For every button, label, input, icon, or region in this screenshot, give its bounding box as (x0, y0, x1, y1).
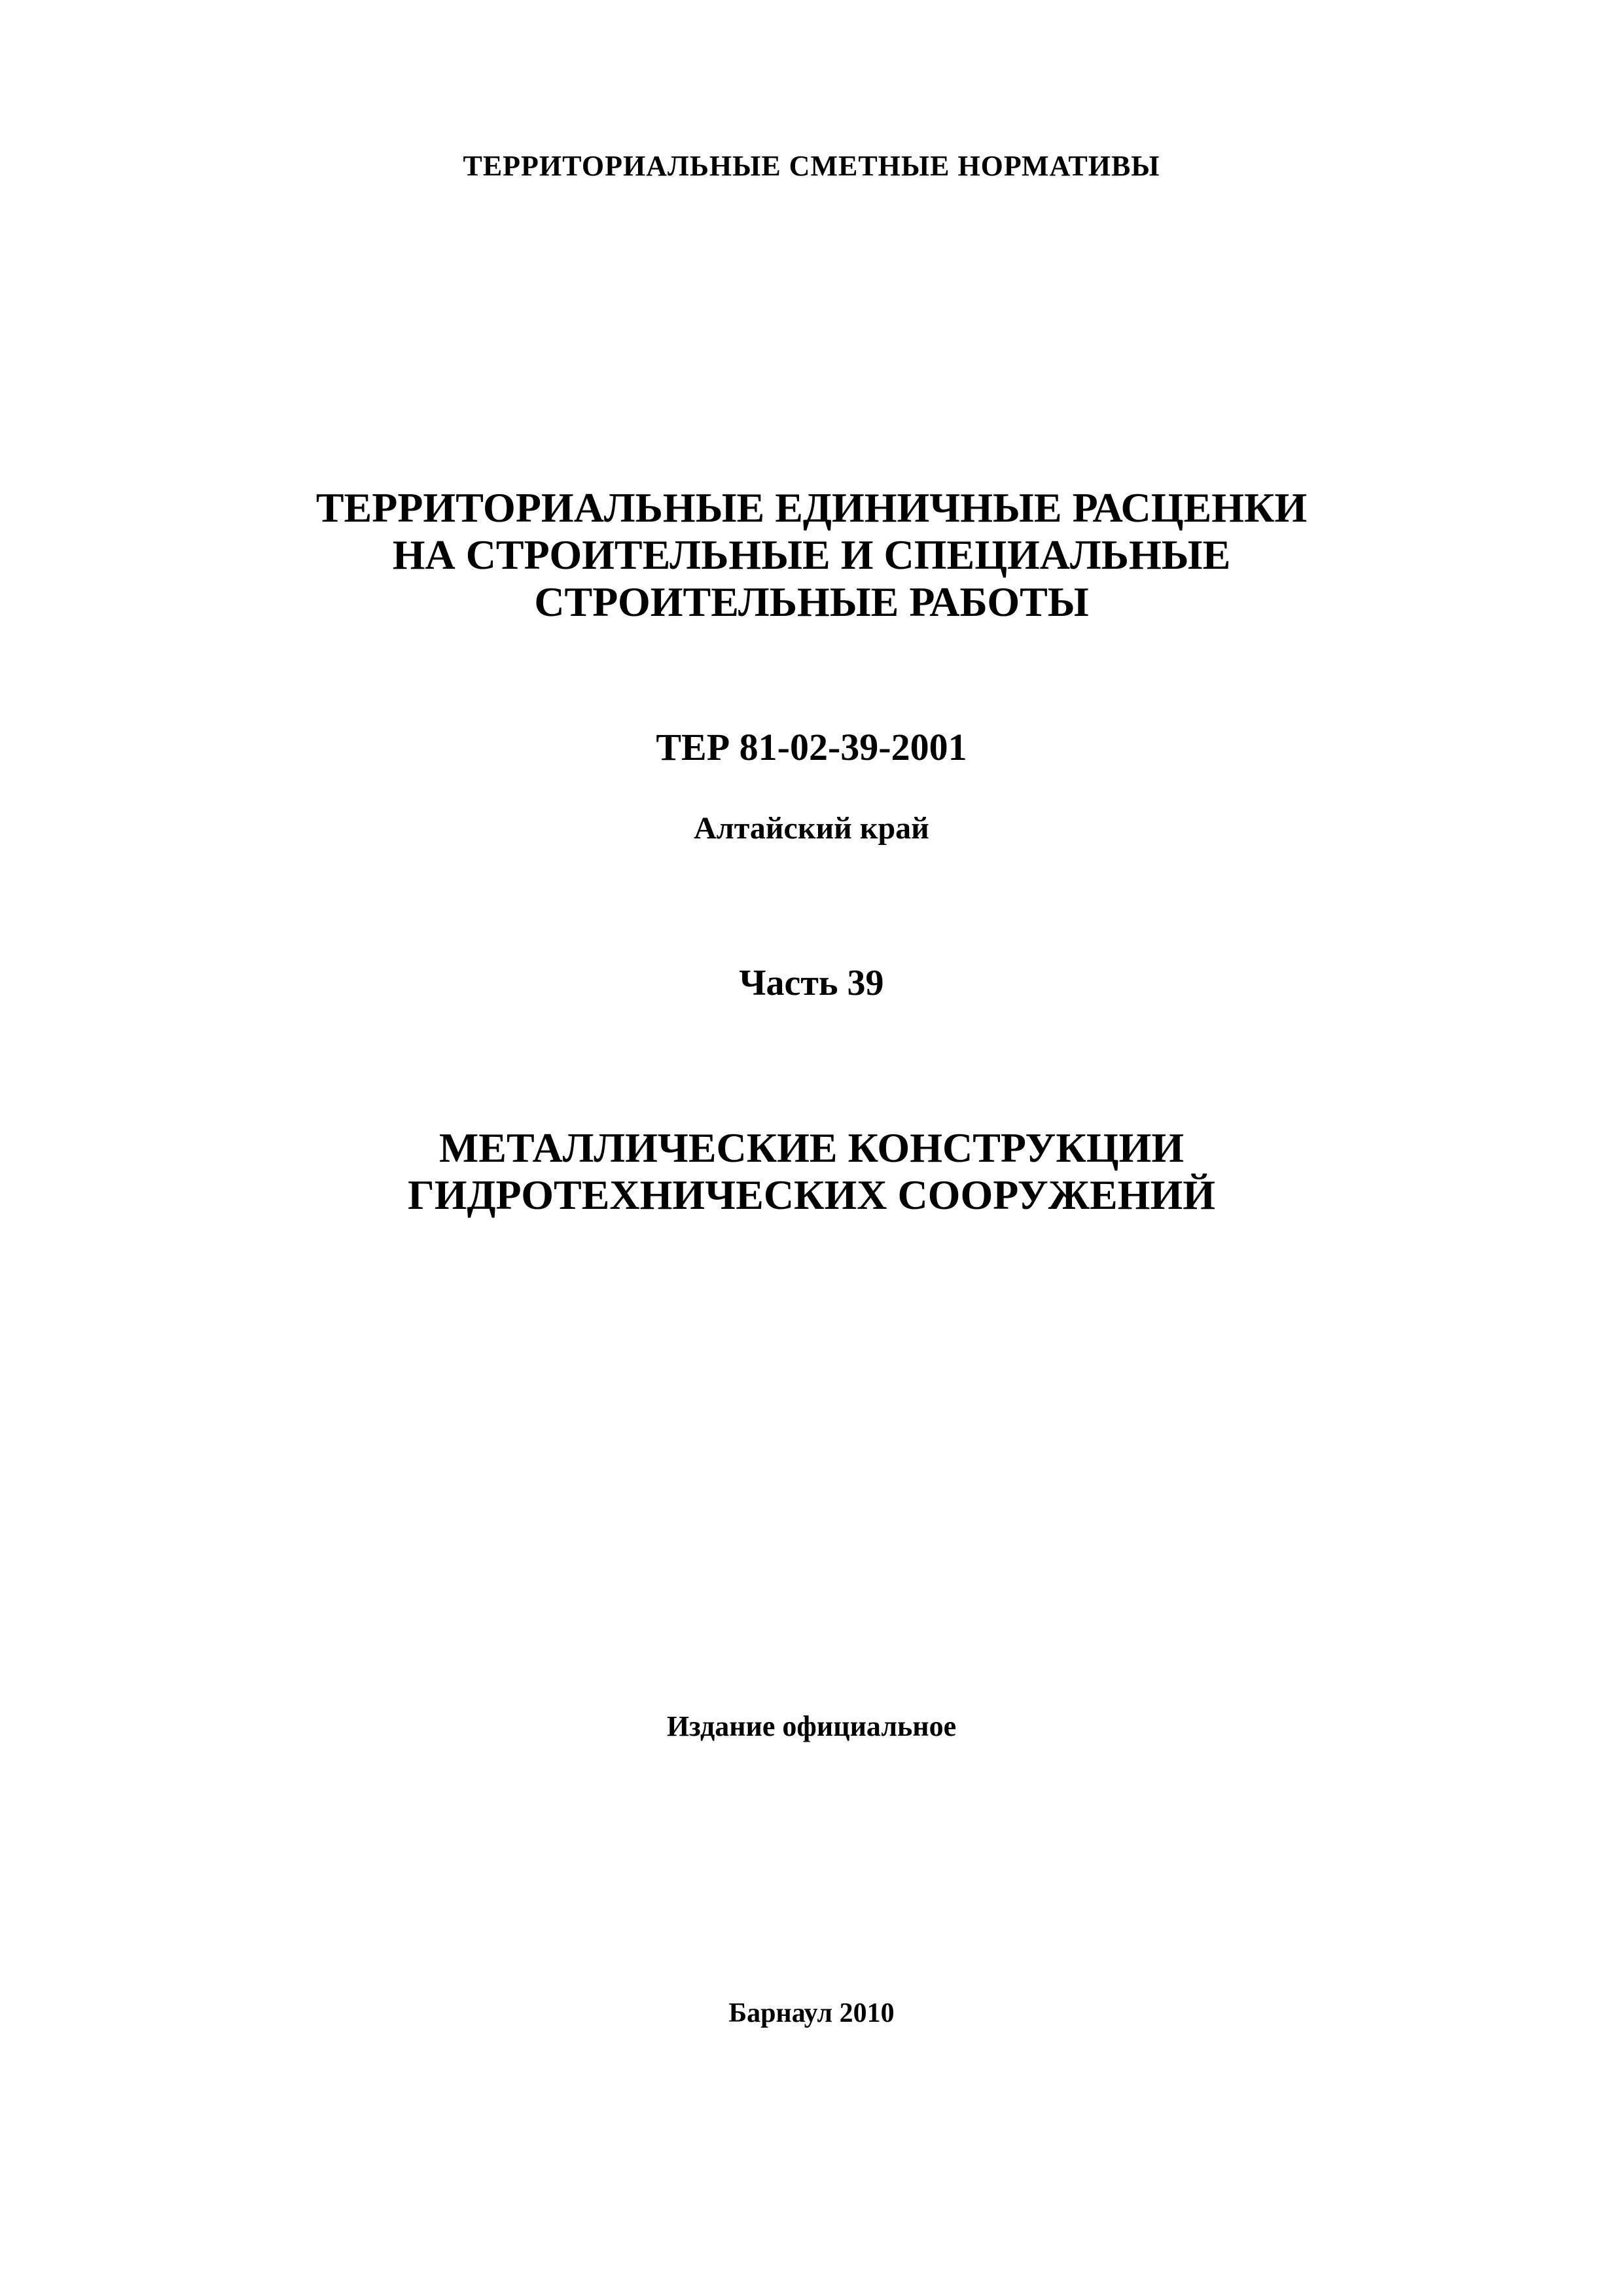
subject-title (0, 1124, 1623, 1219)
title-line-3: СТРОИТЕЛЬНЫЕ РАБОТЫ (534, 579, 1089, 625)
title-line-2: НА СТРОИТЕЛЬНЫЕ И СПЕЦИАЛЬНЫЕ (392, 531, 1231, 578)
edition-text: Издание официальное (666, 1710, 957, 1742)
document-title (0, 484, 1623, 626)
subject-line-1: МЕТАЛЛИЧЕСКИЕ КОНСТРУКЦИИ (438, 1124, 1185, 1171)
city-year-text: Барнаул 2010 (728, 1998, 895, 2028)
region-text: Алтайский край (694, 811, 929, 846)
part-number: Часть 39 (739, 963, 884, 1003)
subject-line-2: ГИДРОТЕХНИЧЕСКИХ СООРУЖЕНИЙ (407, 1172, 1216, 1218)
title-line-1: ТЕРРИТОРИАЛЬНЫЕ ЕДИНИЧНЫЕ РАСЦЕНКИ (315, 484, 1308, 531)
header-text: ТЕРРИТОРИАЛЬНЫЕ СМЕТНЫЕ НОРМАТИВЫ (463, 150, 1160, 182)
document-code: ТЕР 81-02-39-2001 (656, 726, 967, 768)
